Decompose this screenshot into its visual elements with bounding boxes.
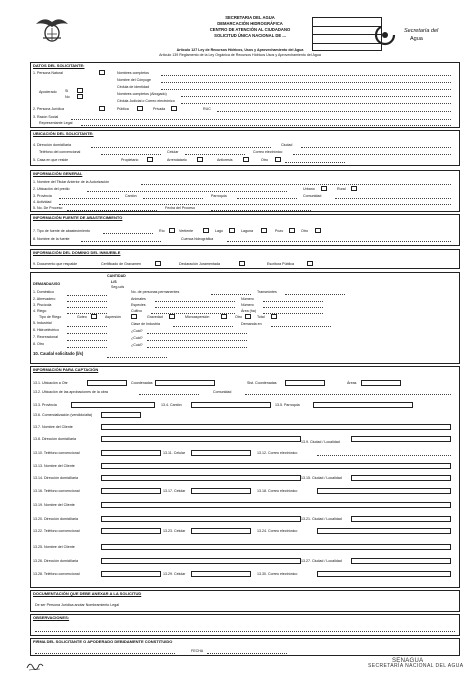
laguna-checkbox[interactable] xyxy=(261,228,267,233)
direccion-label: 4. Dirección domiciliaria xyxy=(33,143,71,147)
fecha-proceso-label: Fecha del Proceso xyxy=(165,206,195,210)
section-captacion xyxy=(30,366,460,588)
parroquia-captacion-label: 13.5. Parroquia xyxy=(275,403,300,407)
vertiente-checkbox[interactable] xyxy=(203,228,209,233)
section-title: INFORMACIÓN DEL DOMINIO DEL INMUEBLE xyxy=(33,250,121,255)
r26-label: 13.26. Dirección domiciliaria xyxy=(33,559,78,563)
persona-natural-checkbox[interactable] xyxy=(99,70,105,75)
representante-label: Representante Legal xyxy=(39,121,73,125)
celular22-field[interactable] xyxy=(191,528,251,534)
celular22-label: 13.23. Celular xyxy=(163,529,186,533)
celular16-field[interactable] xyxy=(191,488,251,494)
escritura-label: Escritura Pública xyxy=(267,262,294,266)
numero-field[interactable] xyxy=(263,301,323,302)
r1-field[interactable] xyxy=(87,380,127,386)
article-127: Artículo 127 Ley de Recursos Hídricos, Usos y Aprovechamiento del Agua xyxy=(176,48,304,52)
no-personas-label: No. de personas permanentes xyxy=(131,290,180,294)
section-title: INFORMACIÓN FUENTE DE ABASTECIMIENTO xyxy=(33,215,123,220)
aspersion-label: Aspersión xyxy=(105,315,121,319)
canton-label: Cantón xyxy=(125,194,137,198)
celular10-label: 13.11. Celular xyxy=(163,451,186,455)
section-title: INFORMACIÓN GENERAL xyxy=(33,171,83,176)
r13-label: 13.13. Nombre del Cliente xyxy=(33,464,75,468)
documento-label: 9. Documento que respalde xyxy=(33,262,78,266)
section-title: DATOS DEL SOLICITANTE: xyxy=(33,63,85,68)
observaciones-field[interactable] xyxy=(35,631,455,632)
section-fuente xyxy=(30,214,460,246)
uso-abrevadero: 2. Abrevadero xyxy=(33,297,56,301)
r19-field[interactable] xyxy=(101,502,451,508)
actividad-field[interactable] xyxy=(59,204,451,205)
uso-piscicola: 3. Piscícola xyxy=(33,303,52,307)
persona-juridica-checkbox[interactable] xyxy=(99,106,105,111)
logo-text-1: Secretaría del xyxy=(404,28,439,34)
correo-label: Correo electrónico xyxy=(253,150,283,154)
no-label: No xyxy=(65,95,70,99)
ciudad8-field[interactable] xyxy=(351,436,451,442)
qty-recreacional[interactable] xyxy=(67,340,107,341)
qty-abrevadero[interactable] xyxy=(67,301,107,302)
header-code-boxes xyxy=(312,17,382,51)
anticresis-checkbox[interactable] xyxy=(243,157,249,162)
r16-label: 13.16. Teléfono convencional xyxy=(33,489,80,493)
r28-label: 13.28. Teléfono convencional xyxy=(33,572,80,576)
direccion-field[interactable] xyxy=(91,147,271,148)
comunidad-captacion-label: Comunidad xyxy=(213,390,232,394)
tipo-fuente-field[interactable] xyxy=(103,233,153,234)
r1-label: 13.1. Ubicación a Obr xyxy=(33,381,68,385)
sist-coord-field[interactable] xyxy=(285,380,325,386)
otro-fuente-label: Otro xyxy=(301,229,308,233)
qty-hidroelectrico[interactable] xyxy=(67,333,107,334)
otro-checkbox[interactable] xyxy=(275,157,281,162)
demanda-en-label: Demanda en xyxy=(241,322,262,326)
num-proceso-label: 5. No. De Proceso xyxy=(33,206,63,210)
section-title: FIRMA DEL SOLICITANTE O APODERADO DEBIDAMENTE CONSTITUIDO xyxy=(33,639,173,644)
escritura-checkbox[interactable] xyxy=(307,261,313,266)
cedula-judicial-label: Cédula Judicial o Correo electrónico xyxy=(117,99,175,103)
razon-social-label: 3. Razón Social xyxy=(33,115,59,119)
canton-captacion-label: 13.4. Cantón xyxy=(161,403,182,407)
ubicacion-predio-field[interactable] xyxy=(87,191,287,192)
lps-header: L/S xyxy=(111,280,117,284)
provincia-captacion-label: 13.3. Provincia xyxy=(33,403,57,407)
rio-checkbox[interactable] xyxy=(169,228,175,233)
aspersion-checkbox[interactable] xyxy=(131,314,137,319)
rural-label: Rural xyxy=(337,187,346,191)
correo28-field[interactable] xyxy=(317,571,451,577)
cual2-label: ¿Cuál? xyxy=(131,336,143,340)
certificado-checkbox[interactable] xyxy=(155,261,161,266)
casa-label: 5. Casa en que reside xyxy=(33,158,69,162)
r10-field[interactable] xyxy=(101,450,161,456)
r25-field[interactable] xyxy=(101,544,451,550)
declaracion-checkbox[interactable] xyxy=(239,261,245,266)
clase-industria-label: Clase de Industria xyxy=(131,322,160,326)
r26-field[interactable] xyxy=(101,558,301,564)
header-line-3: CENTRO DE ATENCIÓN AL CIUDADANO xyxy=(209,27,291,32)
goteo-label: Goteo xyxy=(77,315,87,319)
ciudad-field[interactable] xyxy=(301,147,451,148)
vertiente-label: Vertiente xyxy=(179,229,194,233)
cultivo-label: Cultivo xyxy=(131,309,142,313)
cedula-judicial-field[interactable] xyxy=(181,103,451,104)
transeuntes-label: Transeúntes xyxy=(257,290,277,294)
ciudad-label: Ciudad xyxy=(281,143,293,147)
article-139: Artículo 139 Reglamento de la Ley Orgánica de Recursos Hídricos Usos y Aprovechamiento del Agua xyxy=(159,53,321,57)
r2-field[interactable] xyxy=(139,394,199,395)
uso-industrial: 5. Industrial xyxy=(33,321,52,325)
section-ubicacion xyxy=(30,130,460,166)
area-label: Área (ha) xyxy=(241,309,256,313)
celular16-label: 13.17. Celular xyxy=(163,489,186,493)
r8-field[interactable] xyxy=(101,436,301,442)
fecha-proceso-field[interactable] xyxy=(211,210,311,211)
propietario-label: Propietario xyxy=(121,158,139,162)
microaspersion-checkbox[interactable] xyxy=(221,314,227,319)
correo-field[interactable] xyxy=(293,154,451,155)
section-demanda-uso xyxy=(30,272,460,364)
persona-juridica-label: 2. Persona Jurídica xyxy=(33,107,64,111)
secretaria-agua-logo xyxy=(374,22,444,48)
qty-domestico[interactable] xyxy=(67,295,107,296)
header-line-1: SECRETARIA DEL AGUA xyxy=(225,15,275,20)
apoderado-no-checkbox[interactable] xyxy=(77,94,83,99)
ciudad20-field[interactable] xyxy=(351,516,451,522)
declaracion-label: Declaración Juramentada xyxy=(179,262,220,266)
celular10-field[interactable] xyxy=(191,450,251,456)
nombres-label: Nombres completos xyxy=(117,71,149,75)
razon-social-field[interactable] xyxy=(71,119,451,120)
coordenadas-field[interactable] xyxy=(155,380,215,386)
uso-riego: 4. Riego xyxy=(33,309,47,313)
r22-label: 13.22. Teléfono convencional xyxy=(33,529,80,533)
gravedad-checkbox[interactable] xyxy=(169,314,175,319)
nombre-titular-field[interactable] xyxy=(141,184,451,185)
uso-domestico: 1. Doméstico xyxy=(33,290,54,294)
rural-checkbox[interactable] xyxy=(351,186,357,191)
comunidad-field[interactable] xyxy=(335,198,451,199)
ruc-label: RUC xyxy=(203,107,211,111)
lps-sub-header: Seg.uds xyxy=(111,285,125,289)
area-captacion-field[interactable] xyxy=(361,380,401,386)
lago-checkbox[interactable] xyxy=(229,228,235,233)
pozo-checkbox[interactable] xyxy=(289,228,295,233)
pozo-label: Pozo xyxy=(275,229,284,233)
total-checkbox[interactable] xyxy=(271,314,277,319)
correo10-label: 13.12. Correo electrónico xyxy=(257,451,298,455)
arrendatario-label: Arrendatario xyxy=(167,158,187,162)
canton-field[interactable] xyxy=(143,198,203,199)
r22-field[interactable] xyxy=(101,528,161,534)
nombre-fuente-field[interactable] xyxy=(81,241,161,242)
section-documentacion xyxy=(30,590,460,612)
r2-label: 13.2. Ubicación de las aprobaciones de la obra xyxy=(33,390,108,394)
numero-label: Número xyxy=(241,297,254,301)
numero2-label: Número xyxy=(241,303,254,307)
cuenca-field[interactable] xyxy=(227,241,451,242)
ciudad20-label: 13.21. Ciudad / Localidad xyxy=(301,517,342,521)
otro-label: Otro xyxy=(261,158,268,162)
r19-label: 13.19. Nombre del Cliente xyxy=(33,503,75,507)
r28-field[interactable] xyxy=(101,571,161,577)
r14-field[interactable] xyxy=(101,475,301,481)
ciudad26-field[interactable] xyxy=(351,558,451,564)
r13-field[interactable] xyxy=(101,463,451,469)
ruc-field[interactable] xyxy=(217,111,451,112)
coordenadas-label: Coordenadas xyxy=(131,381,153,385)
uso-hidroelectrico: 6. Hidroeléctrico xyxy=(33,328,59,332)
abogado-label: Nombres completos (Abogado) xyxy=(117,92,167,96)
publica-label: Pública xyxy=(117,107,129,111)
r6-field[interactable] xyxy=(101,412,141,418)
cual2-field[interactable] xyxy=(147,340,247,341)
parroquia-label: Parroquia xyxy=(211,194,227,198)
privada-label: Privada xyxy=(153,107,166,111)
correo28-label: 13.30. Correo electrónico xyxy=(257,572,298,576)
r6-label: 13.6. Comercialización (vendido/alta) xyxy=(33,413,93,417)
r7-label: 13.7. Nombre del Cliente xyxy=(33,425,73,429)
laguna-label: Laguna xyxy=(241,229,253,233)
section-title: UBICACIÓN DEL SOLICITANTE: xyxy=(33,131,94,136)
celular-field[interactable] xyxy=(185,154,245,155)
r14-label: 13.14. Dirección domiciliaria xyxy=(33,476,78,480)
r7-field[interactable] xyxy=(101,424,451,430)
uso-recreacional: 7. Recreacional xyxy=(33,335,58,339)
r25-label: 13.25. Nombre del Cliente xyxy=(33,545,75,549)
section-observaciones xyxy=(30,614,460,636)
header-line-2: DEMARCACIÓN HIDROGRÁFICA xyxy=(217,21,283,26)
water-drop-icon xyxy=(374,24,396,46)
gravedad-label: Gravedad xyxy=(147,315,163,319)
section-dominio xyxy=(30,249,460,269)
r10-label: 13.10. Teléfono convencional xyxy=(33,451,80,455)
animales-label: Animales xyxy=(131,297,146,301)
r16-field[interactable] xyxy=(101,488,161,494)
area-captacion-label: Áreas xyxy=(347,381,357,385)
canton-captacion-field[interactable] xyxy=(191,402,271,408)
tipo-fuente-label: 7. Tipo de fuente de abastecimiento xyxy=(33,229,90,233)
section-title: DEMANDA/USO xyxy=(33,282,61,286)
cual1-field[interactable] xyxy=(147,333,247,334)
ciudad8-label: 13.9. Ciudad / Localidad xyxy=(301,440,340,444)
ubicacion-predio-label: 2. Ubicación del predio xyxy=(33,187,70,191)
sist-coord-label: Sist. Coordenadas xyxy=(247,381,277,385)
footer-stamp-senagua: SENAGUA xyxy=(392,658,424,664)
total-label: Total xyxy=(257,315,265,319)
certificado-label: Certificado de Gravamen xyxy=(101,262,141,266)
celular-label: Celular xyxy=(167,150,179,154)
nombre-fuente-label: 8. Nombre de la fuente xyxy=(33,237,70,241)
firma-field[interactable] xyxy=(35,653,175,654)
cedula-label: Cédula de identidad xyxy=(117,85,149,89)
celular28-field[interactable] xyxy=(191,571,251,577)
conyuge-label: Nombre del Cónyuge xyxy=(117,78,151,82)
nombre-titular-label: 1. Nombre del Titular Anterior de la Autorización xyxy=(33,180,110,184)
section-title: OBSERVACIONES: xyxy=(33,615,70,620)
signature-mark xyxy=(26,659,44,672)
section-solicitante xyxy=(30,62,460,128)
nombres-field[interactable] xyxy=(161,75,451,76)
otro-fuente-checkbox[interactable] xyxy=(315,228,321,233)
rio-label: Río xyxy=(159,229,165,233)
footer-stamp-secretaria: SECRETARÍA NACIONAL DEL AGUA xyxy=(368,663,464,669)
celular28-label: 13.29. Celular xyxy=(163,572,186,576)
otro-riego-label: Otro xyxy=(235,315,242,319)
correo16-field[interactable] xyxy=(317,488,451,494)
demanda-en-field[interactable] xyxy=(271,326,331,327)
representante-field[interactable] xyxy=(81,125,451,126)
transeuntes-field[interactable] xyxy=(285,294,345,295)
urbano-label: Urbano xyxy=(303,187,315,191)
persona-natural-label: 1. Persona Natural xyxy=(33,71,63,75)
r20-label: 13.20. Dirección domiciliaria xyxy=(33,517,78,521)
lago-label: Lago xyxy=(215,229,223,233)
cual3-field[interactable] xyxy=(147,347,247,348)
tipo-riego-label: Tipo de Riego xyxy=(39,315,62,319)
especies-field[interactable] xyxy=(155,307,235,308)
ciudad14-label: 13.15. Ciudad / Localidad xyxy=(301,476,342,480)
cantidad-header: CANTIDAD xyxy=(107,274,126,278)
arrendatario-checkbox[interactable] xyxy=(197,157,203,162)
si-label: Si xyxy=(65,89,69,93)
correo16-label: 13.18. Correo electrónico xyxy=(257,489,298,493)
section-title: DOCUMENTACIÓN QUE DEBE ANEXAR A LA SOLICITUD xyxy=(33,591,142,596)
apoderado-si-checkbox[interactable] xyxy=(77,88,83,93)
clase-industria-field[interactable] xyxy=(173,326,233,327)
telefono-field[interactable] xyxy=(101,154,161,155)
ciudad26-label: 13.27. Ciudad / Localidad xyxy=(301,559,342,563)
documentacion-item: De ser Persona Jurídica anotar Nombramiento Legal xyxy=(35,603,120,607)
otro-field[interactable] xyxy=(285,162,345,163)
animales-field[interactable] xyxy=(155,301,235,302)
num-proceso-field[interactable] xyxy=(67,210,157,211)
anticresis-label: Anticresis xyxy=(217,158,233,162)
section-firma xyxy=(30,638,460,656)
parroquia-captacion-field[interactable] xyxy=(313,402,413,408)
provincia-label: 3. Provincia xyxy=(33,194,52,198)
r8-label: 13.8. Dirección domiciliaria xyxy=(33,437,76,441)
otro-riego-checkbox[interactable] xyxy=(245,314,251,319)
caudal-solicitado-field[interactable] xyxy=(107,357,167,358)
microaspersion-label: Microaspersión xyxy=(185,315,210,319)
section-informacion-general xyxy=(30,170,460,212)
conyuge-field[interactable] xyxy=(161,82,451,83)
fecha-field[interactable] xyxy=(207,653,287,654)
correo22-field[interactable] xyxy=(317,528,451,534)
cual1-label: ¿Cuál? xyxy=(131,329,143,333)
header-line-4: SOLICITUD ÚNICA NACIONAL DE ... xyxy=(214,33,286,38)
cual3-label: ¿Cuál? xyxy=(131,343,143,347)
urbano-checkbox[interactable] xyxy=(321,186,327,191)
propietario-checkbox[interactable] xyxy=(147,157,153,162)
publica-checkbox[interactable] xyxy=(137,106,143,111)
uso-otro: 8. Otro xyxy=(33,342,44,346)
provincia-captacion-field[interactable] xyxy=(71,402,155,408)
abogado-field[interactable] xyxy=(181,96,451,97)
cedula-field[interactable] xyxy=(161,89,451,90)
qty-otro[interactable] xyxy=(67,347,107,348)
apoderado-label: Apoderado xyxy=(39,90,57,94)
telefono-label: Teléfono del convencional xyxy=(39,150,81,154)
comunidad-captacion-field[interactable] xyxy=(245,394,451,395)
qty-industrial[interactable] xyxy=(67,326,107,327)
parroquia-field[interactable] xyxy=(237,198,297,199)
logo-text-2: Agua xyxy=(410,36,423,42)
comunidad-label: Comunidad xyxy=(303,194,322,198)
no-personas-field[interactable] xyxy=(211,294,251,295)
goteo-checkbox[interactable] xyxy=(91,314,97,319)
especies-label: Especies xyxy=(131,303,146,307)
caudal-solicitado-label: 10. Caudal solicitado (l/s) xyxy=(33,351,84,356)
fecha-label: FECHA xyxy=(191,649,204,653)
ciudad14-field[interactable] xyxy=(351,475,451,481)
provincia-field[interactable] xyxy=(59,198,119,199)
qty-piscicola[interactable] xyxy=(67,307,107,308)
actividad-label: 4. Actividad xyxy=(33,200,52,204)
correo10-field[interactable] xyxy=(317,455,451,456)
qty-riego[interactable] xyxy=(67,313,107,314)
numero2-field[interactable] xyxy=(263,307,323,308)
r20-field[interactable] xyxy=(101,516,301,522)
correo22-label: 13.24. Correo electrónico xyxy=(257,529,298,533)
section-title: INFORMACIÓN PARA CAPTACIÓN xyxy=(33,367,99,372)
cuenca-label: Cuenca hidrográfica xyxy=(181,237,214,241)
privada-checkbox[interactable] xyxy=(171,106,177,111)
